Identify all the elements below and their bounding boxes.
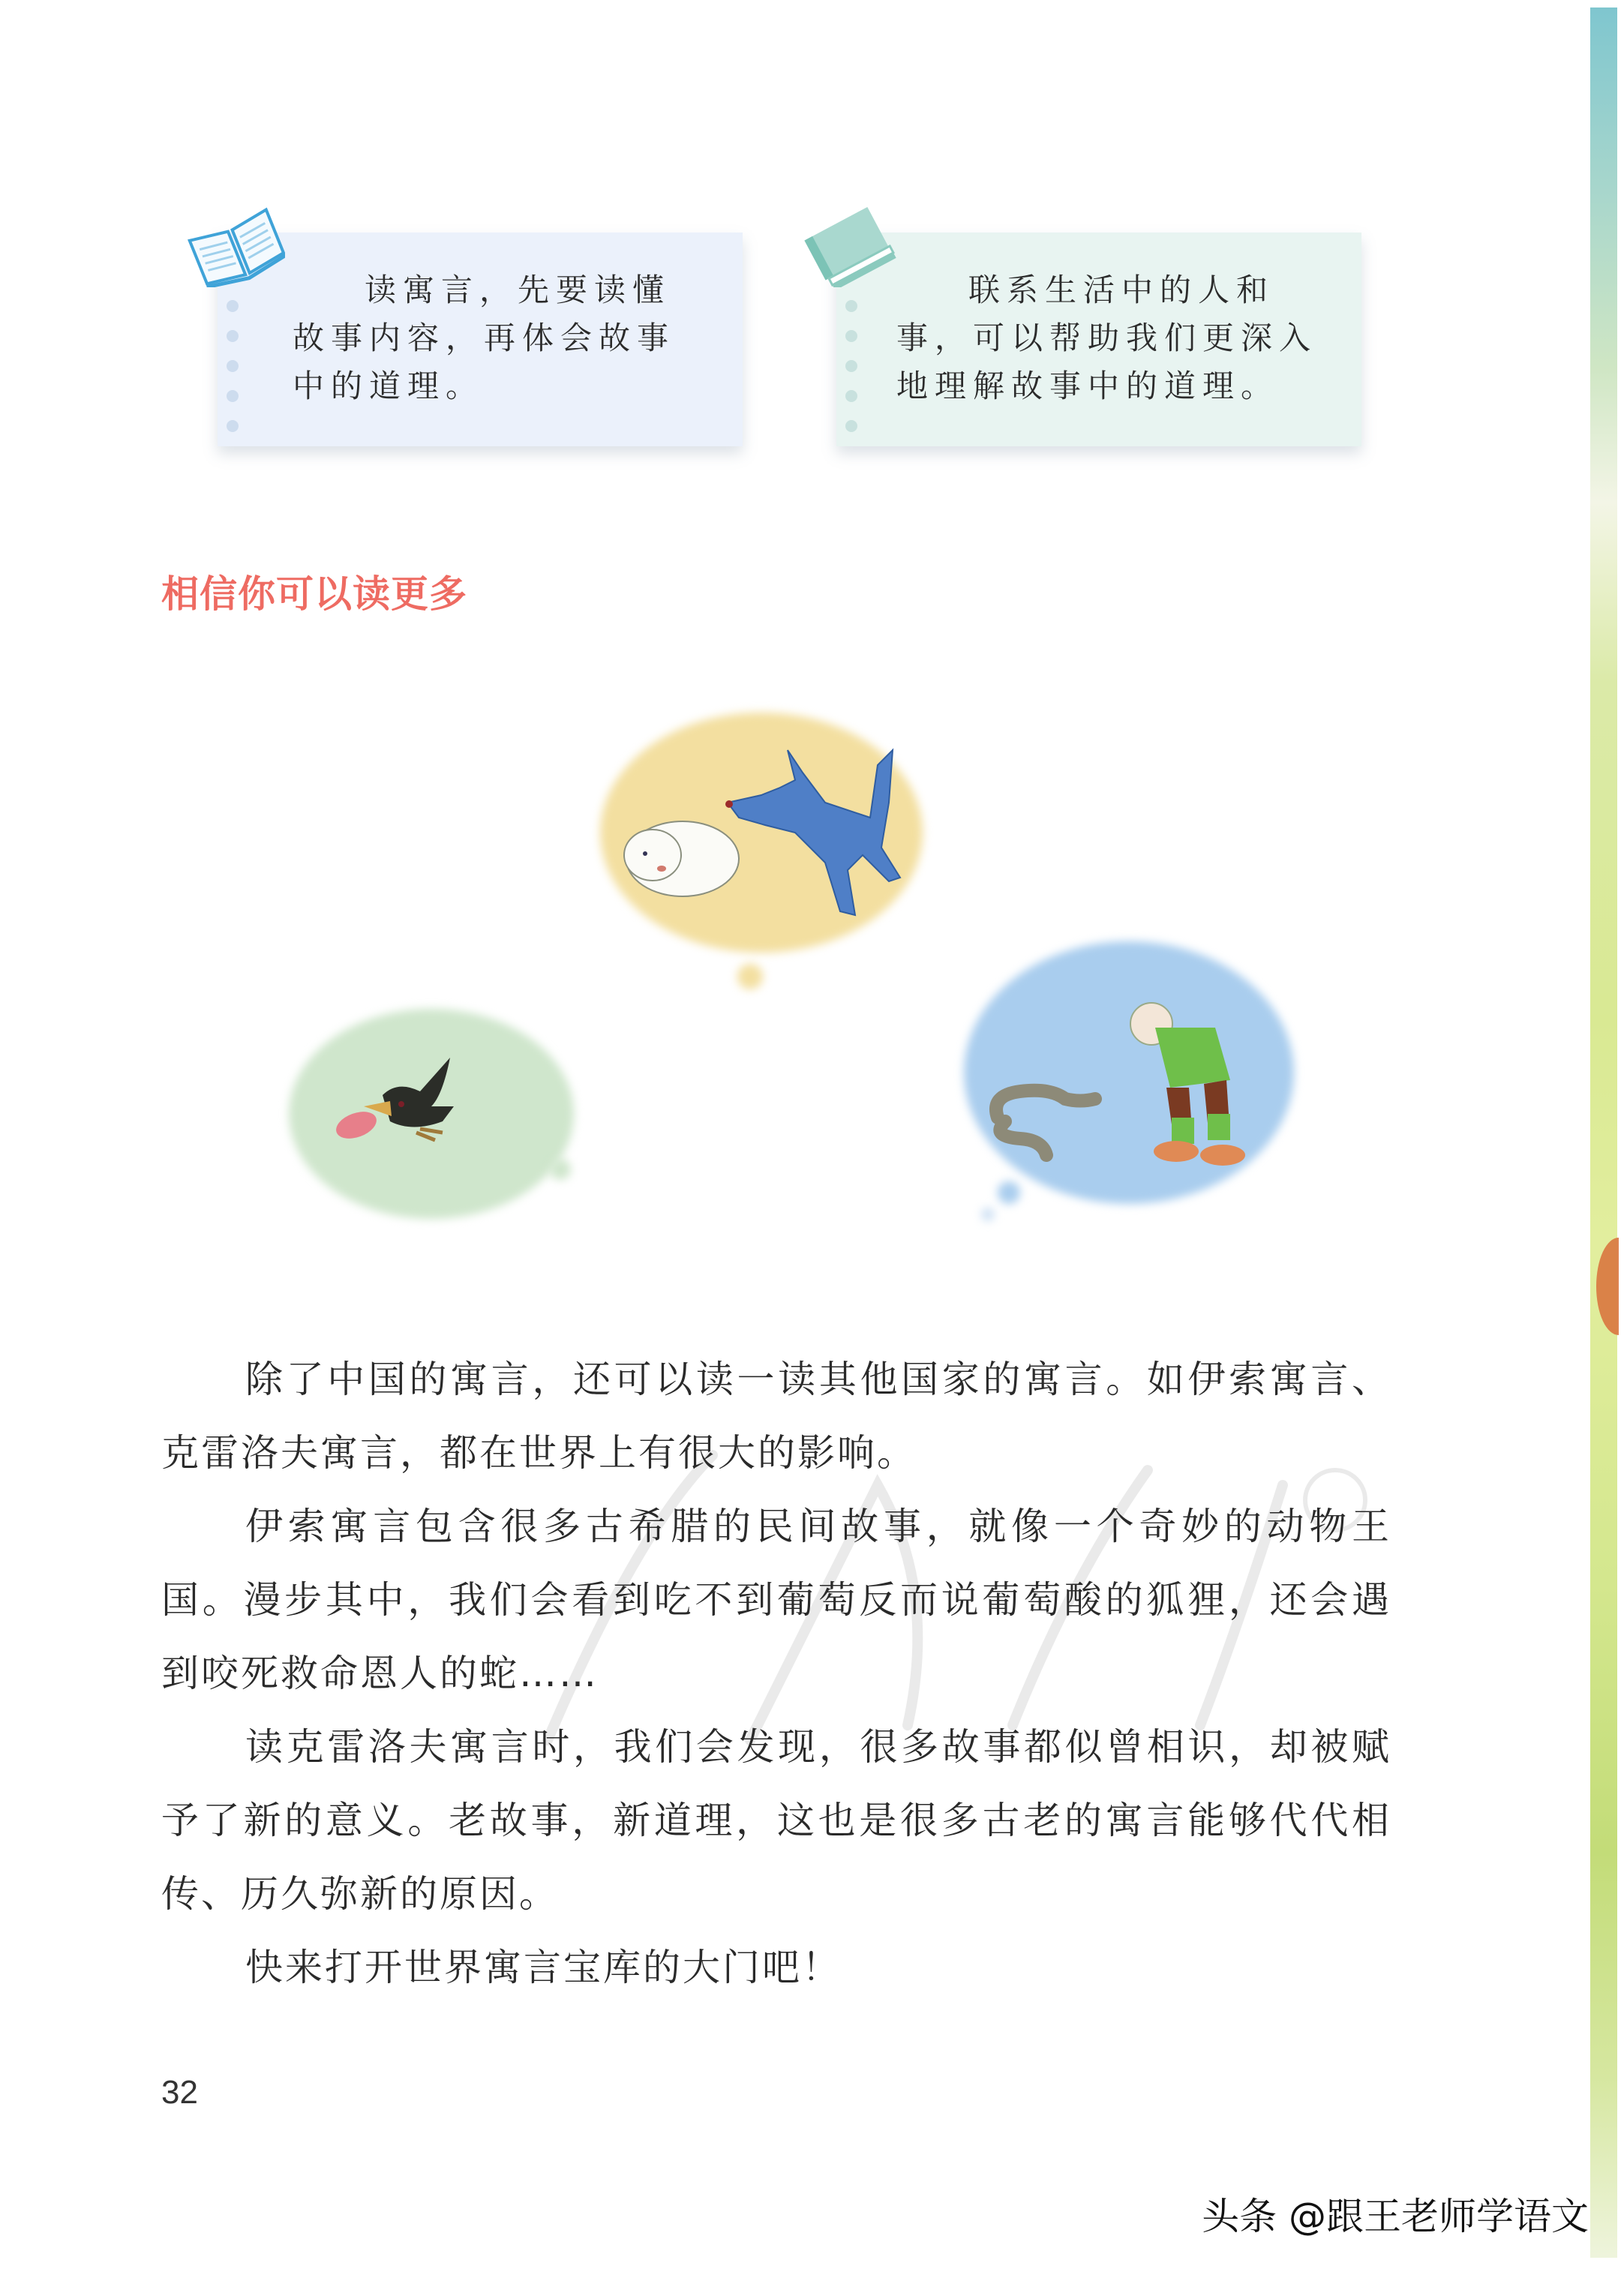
paragraph: 读克雷洛夫寓言时，我们会发现，很多故事都似曾相识，却被赋予了新的意义。老故事，新道理，这也是很多古老的寓言能够代代相传、历久弥新的原因。	[161, 1725, 1391, 1916]
body-text	[161, 1343, 1391, 2004]
paragraph: 除了中国的寓言，还可以读一读其他国家的寓言。如伊索寓言、克雷洛夫寓言，都在世界上有很大的影响。	[161, 1358, 1391, 1475]
notebook-holes	[227, 300, 239, 450]
tip-text: 联系生活中的人和事，可以帮助我们更深入地理解故事中的道理。	[896, 272, 1318, 404]
open-book-icon	[188, 201, 285, 287]
closed-book-icon	[801, 201, 899, 287]
decorative-side-strip	[1590, 8, 1617, 2258]
tip-card-life	[836, 233, 1361, 446]
tip-card-reading	[218, 233, 743, 446]
paragraph: 快来打开世界寓言宝库的大门吧！	[245, 1946, 842, 1989]
source-tag: 头条 @跟王老师学语文	[1202, 2195, 1589, 2238]
notebook-holes	[845, 300, 857, 450]
tip-text: 读寓言，先要读懂故事内容，再体会故事中的道理。	[293, 272, 676, 404]
paragraph: 伊索寓言包含很多古希腊的民间故事，就像一个奇妙的动物王国。漫步其中，我们会看到吃不到葡萄反而说葡萄酸的狐狸，还会遇到咬死救命恩人的蛇……	[161, 1505, 1391, 1695]
page-number: 32	[161, 2074, 198, 2111]
section-heading: 相信你可以读更多	[161, 572, 467, 616]
